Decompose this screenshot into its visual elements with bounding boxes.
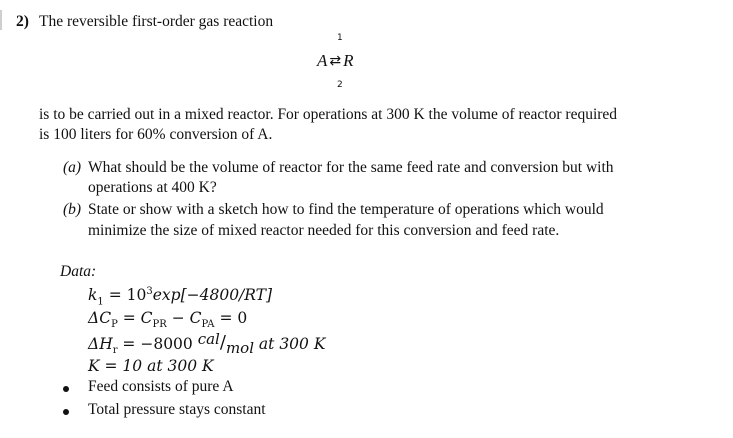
page-edge-rule: [0, 10, 2, 30]
dh-value: = −8000: [117, 335, 198, 353]
forward-rate-index: 1: [337, 33, 343, 43]
k1-exponent: 3: [146, 286, 153, 297]
data-heading: Data:: [60, 263, 97, 280]
dcp-subscript: P: [111, 319, 118, 331]
part-b-line-2: minimize the size of mixed reactor needed for this conversion and feed rate.: [88, 222, 560, 239]
part-b-line-1: State or show with a sketch how to find the temperature of operations which would: [88, 201, 604, 218]
heat-capacity-equation: [88, 309, 247, 330]
dh-symbol: ΔH: [88, 335, 113, 353]
bullet-item: Feed consists of pure A: [88, 378, 234, 395]
reverse-rate-index: 2: [337, 80, 343, 90]
heat-of-reaction-equation: [88, 330, 326, 357]
cpr-subscript: PR: [152, 319, 167, 331]
part-a-label: (a): [63, 159, 82, 176]
dh-unit-denominator: mol: [225, 339, 254, 357]
reaction-equation: [317, 51, 354, 71]
dcp-symbol: ΔC: [88, 309, 112, 327]
k1-symbol: k: [88, 286, 98, 305]
k-value: = 10 at 300 K: [99, 357, 214, 375]
reactant: A: [317, 51, 328, 70]
question-number: 2): [16, 13, 29, 30]
k-symbol: K: [88, 357, 100, 375]
bullet-icon: [63, 386, 69, 392]
part-a-line-2: operations at 400 K?: [88, 179, 217, 196]
part-a-line-1: What should be the volume of reactor for the same feed rate and conversion but with: [88, 159, 614, 176]
k1-subscript: 1: [97, 296, 104, 308]
equilibrium-constant-equation: [88, 357, 214, 375]
dh-condition: at 300 K: [254, 335, 326, 353]
cpa-subscript: PA: [201, 319, 215, 331]
dcp-minus: − C: [166, 309, 202, 327]
part-b-label: (b): [63, 201, 82, 218]
rate-constant-equation: [88, 286, 272, 307]
dcp-result: = 0: [214, 309, 248, 327]
k1-equals: = 10: [103, 286, 147, 305]
equilibrium-arrows-icon: ⇄: [329, 53, 342, 69]
statement-line-1: is to be carried out in a mixed reactor. For operations at 300 K the volume of reactor required: [39, 106, 618, 123]
question-intro: The reversible first-order gas reaction: [39, 13, 274, 30]
dh-unit-numerator: cal: [197, 330, 220, 348]
bullet-icon: [63, 409, 69, 415]
bullet-item: Total pressure stays constant: [88, 401, 266, 418]
dh-subscript: r: [112, 345, 118, 357]
product: R: [343, 51, 354, 70]
dh-unit-slash: /: [219, 332, 226, 353]
k1-expression: exp[−4800/RT]: [152, 286, 273, 305]
statement-line-2: is 100 liters for 60% conversion of A.: [39, 126, 273, 143]
dcp-equals: = C: [117, 309, 153, 327]
